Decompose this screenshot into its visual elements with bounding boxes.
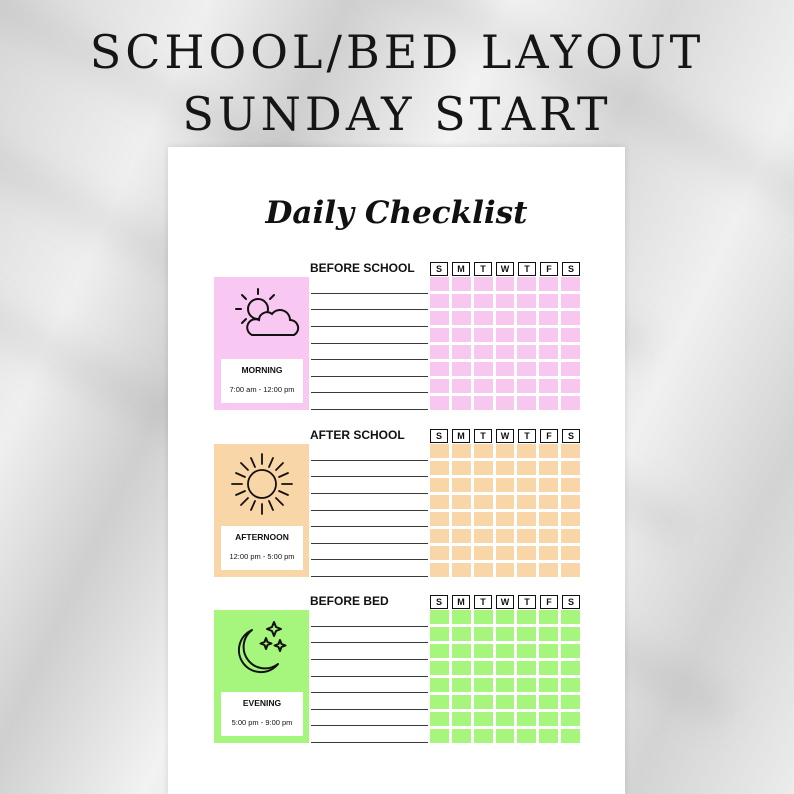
checkbox-cell[interactable] [496,712,515,726]
day-header: S [562,595,580,609]
checkbox-cell[interactable] [517,328,536,342]
section-title: AFTER SCHOOL [310,428,405,442]
icon-box [214,444,309,577]
checkbox-cell[interactable] [430,277,449,291]
section-title: BEFORE SCHOOL [310,261,415,275]
task-line[interactable] [311,343,428,344]
task-line[interactable] [311,742,428,743]
checkbox-cell[interactable] [430,362,449,376]
checkbox-cell[interactable] [474,678,493,692]
checkbox-cell[interactable] [452,644,471,658]
checkbox-cell[interactable] [539,461,558,475]
checkbox-cell[interactable] [474,478,493,492]
checkbox-cell[interactable] [561,563,580,577]
label-card [221,359,303,403]
checkbox-cell[interactable] [561,311,580,325]
checkbox-cell[interactable] [452,563,471,577]
checkbox-cell[interactable] [496,512,515,526]
heading-line-1: SCHOOL/BED LAYOUT [89,25,705,79]
checkbox-cell[interactable] [517,277,536,291]
checkbox-cell[interactable] [452,729,471,743]
day-headers [430,262,584,276]
checkbox-cell[interactable] [452,546,471,560]
checkbox-cell[interactable] [452,294,471,308]
checkbox-cell[interactable] [430,444,449,458]
checkbox-cell[interactable] [474,695,493,709]
checkbox-cell[interactable] [452,495,471,509]
day-header: W [496,429,514,443]
checkbox-cell[interactable] [474,661,493,675]
heading-line-2: SUNDAY START [182,87,612,141]
section-evening [214,594,580,747]
checkbox-cell[interactable] [430,495,449,509]
checkbox-cell[interactable] [474,444,493,458]
checkbox-cell[interactable] [474,712,493,726]
checkbox-cell[interactable] [474,563,493,577]
checkbox-cell[interactable] [561,379,580,393]
checkbox-cell[interactable] [561,328,580,342]
task-line[interactable] [311,376,428,377]
task-line[interactable] [311,543,428,544]
checkbox-cell[interactable] [496,729,515,743]
day-header: S [430,262,448,276]
checkbox-cell[interactable] [452,627,471,641]
checkbox-cell[interactable] [496,311,515,325]
task-line[interactable] [311,559,428,560]
checkbox-cell[interactable] [539,563,558,577]
checkbox-cell[interactable] [452,712,471,726]
section-name: AFTERNOON [235,532,289,542]
checkbox-cell[interactable] [517,478,536,492]
day-header: S [562,262,580,276]
day-header: M [452,595,470,609]
checkbox-grid [430,444,580,577]
day-header: S [430,429,448,443]
checkbox-cell[interactable] [474,379,493,393]
task-line[interactable] [311,493,428,494]
checkbox-cell[interactable] [539,712,558,726]
checkbox-cell[interactable] [474,362,493,376]
checkbox-cell[interactable] [539,627,558,641]
checkbox-cell[interactable] [474,311,493,325]
checkbox-cell[interactable] [474,396,493,410]
checkbox-cell[interactable] [474,729,493,743]
checkbox-cell[interactable] [517,529,536,543]
checkbox-cell[interactable] [496,563,515,577]
day-header: F [540,429,558,443]
checkbox-cell[interactable] [561,495,580,509]
task-line[interactable] [311,676,428,677]
checkbox-cell[interactable] [496,610,515,624]
checkbox-cell[interactable] [496,478,515,492]
checkbox-cell[interactable] [452,311,471,325]
checkbox-cell[interactable] [561,294,580,308]
checkbox-cell[interactable] [517,444,536,458]
day-header: T [474,262,492,276]
checkbox-cell[interactable] [561,729,580,743]
checkbox-cell[interactable] [561,627,580,641]
checkbox-cell[interactable] [474,627,493,641]
checkbox-cell[interactable] [539,695,558,709]
checkbox-cell[interactable] [430,311,449,325]
checkbox-cell[interactable] [452,362,471,376]
checkbox-cell[interactable] [452,610,471,624]
task-lines [311,610,428,743]
checkbox-cell[interactable] [474,529,493,543]
section-title: BEFORE BED [310,594,389,608]
checkbox-cell[interactable] [561,396,580,410]
checkbox-cell[interactable] [517,546,536,560]
checkbox-cell[interactable] [474,644,493,658]
checkbox-cell[interactable] [561,345,580,359]
checkbox-cell[interactable] [452,444,471,458]
section-name: EVENING [242,698,282,708]
checkbox-cell[interactable] [430,379,449,393]
checkbox-cell[interactable] [496,678,515,692]
checkbox-cell[interactable] [561,678,580,692]
day-header: F [540,595,558,609]
day-header: T [518,429,536,443]
task-line[interactable] [311,392,428,393]
task-line[interactable] [311,510,428,511]
checkbox-cell[interactable] [496,396,515,410]
day-headers [430,429,584,443]
checklist-sheet [168,147,625,794]
checkbox-cell[interactable] [430,512,449,526]
label-card [221,526,303,570]
checkbox-cell[interactable] [496,529,515,543]
day-header: T [518,595,536,609]
checkbox-cell[interactable] [539,444,558,458]
checkbox-cell[interactable] [561,610,580,624]
checkbox-cell[interactable] [452,328,471,342]
checkbox-cell[interactable] [561,444,580,458]
checkbox-cell[interactable] [452,461,471,475]
sun-icon [222,450,302,516]
checkbox-cell[interactable] [452,478,471,492]
checkbox-cell[interactable] [561,644,580,658]
day-header: T [518,262,536,276]
checkbox-cell[interactable] [452,345,471,359]
checkbox-cell[interactable] [561,478,580,492]
task-line[interactable] [311,659,428,660]
checkbox-cell[interactable] [430,610,449,624]
checkbox-cell[interactable] [430,627,449,641]
icon-box [214,610,309,743]
checkbox-cell[interactable] [452,678,471,692]
day-header: W [496,262,514,276]
task-lines [311,444,428,577]
checkbox-cell[interactable] [430,396,449,410]
checkbox-cell[interactable] [496,345,515,359]
task-line[interactable] [311,642,428,643]
checkbox-cell[interactable] [539,729,558,743]
task-line[interactable] [311,626,428,627]
checkbox-cell[interactable] [539,277,558,291]
checkbox-cell[interactable] [474,294,493,308]
checkbox-cell[interactable] [474,546,493,560]
checkbox-cell[interactable] [430,478,449,492]
checkbox-cell[interactable] [452,529,471,543]
checkbox-cell[interactable] [517,311,536,325]
task-lines [311,277,428,410]
checkbox-cell[interactable] [539,478,558,492]
task-line[interactable] [311,409,428,410]
checkbox-cell[interactable] [517,661,536,675]
checkbox-cell[interactable] [496,627,515,641]
moon-stars-icon [222,616,302,682]
task-line[interactable] [311,576,428,577]
task-line[interactable] [311,326,428,327]
checkbox-cell[interactable] [430,328,449,342]
checkbox-cell[interactable] [517,729,536,743]
checkbox-cell[interactable] [430,644,449,658]
checkbox-cell[interactable] [561,546,580,560]
checkbox-cell[interactable] [474,277,493,291]
checkbox-cell[interactable] [452,661,471,675]
checkbox-cell[interactable] [517,712,536,726]
checkbox-cell[interactable] [539,328,558,342]
checkbox-cell[interactable] [539,362,558,376]
checkbox-cell[interactable] [517,345,536,359]
checkbox-cell[interactable] [452,396,471,410]
section-morning [214,261,580,414]
checkbox-cell[interactable] [517,396,536,410]
day-header: M [452,429,470,443]
task-line[interactable] [311,725,428,726]
task-line[interactable] [311,526,428,527]
section-time: 5:00 pm - 9:00 pm [231,718,293,727]
checkbox-cell[interactable] [517,461,536,475]
day-header: S [430,595,448,609]
checkbox-cell[interactable] [474,345,493,359]
checkbox-cell[interactable] [496,695,515,709]
checkbox-cell[interactable] [517,294,536,308]
checkbox-cell[interactable] [430,678,449,692]
checkbox-cell[interactable] [496,379,515,393]
checkbox-cell[interactable] [561,277,580,291]
task-line[interactable] [311,460,428,461]
checkbox-cell[interactable] [496,362,515,376]
checkbox-cell[interactable] [430,661,449,675]
checkbox-cell[interactable] [496,277,515,291]
page-title: Daily Checklist [265,195,528,231]
checkbox-grid [430,277,580,410]
checkbox-grid [430,610,580,743]
task-line[interactable] [311,692,428,693]
checkbox-cell[interactable] [517,379,536,393]
checkbox-cell[interactable] [474,610,493,624]
checkbox-cell[interactable] [561,512,580,526]
checkbox-cell[interactable] [496,444,515,458]
checkbox-cell[interactable] [517,695,536,709]
checkbox-cell[interactable] [539,610,558,624]
checkbox-cell[interactable] [517,644,536,658]
checkbox-cell[interactable] [539,396,558,410]
checkbox-cell[interactable] [452,379,471,393]
checkbox-cell[interactable] [496,461,515,475]
section-time: 12:00 pm - 5:00 pm [229,552,295,561]
sun-cloud-icon [222,283,302,347]
section-afternoon [214,428,580,581]
checkbox-cell[interactable] [474,461,493,475]
checkbox-cell[interactable] [539,512,558,526]
checkbox-cell[interactable] [517,627,536,641]
checkbox-cell[interactable] [496,546,515,560]
checkbox-cell[interactable] [474,495,493,509]
checkbox-cell[interactable] [430,345,449,359]
checkbox-cell[interactable] [496,644,515,658]
checkbox-cell[interactable] [452,512,471,526]
task-line[interactable] [311,709,428,710]
label-card [221,692,303,736]
checkbox-cell[interactable] [561,461,580,475]
checkbox-cell[interactable] [430,546,449,560]
checkbox-cell[interactable] [496,328,515,342]
task-line[interactable] [311,359,428,360]
checkbox-cell[interactable] [539,495,558,509]
day-header: W [496,595,514,609]
checkbox-cell[interactable] [539,546,558,560]
checkbox-cell[interactable] [496,495,515,509]
checkbox-cell[interactable] [539,294,558,308]
day-header: F [540,262,558,276]
checkbox-cell[interactable] [517,563,536,577]
checkbox-cell[interactable] [561,362,580,376]
checkbox-cell[interactable] [561,712,580,726]
checkbox-cell[interactable] [430,712,449,726]
day-header: M [452,262,470,276]
day-headers [430,595,584,609]
task-line[interactable] [311,293,428,294]
task-line[interactable] [311,309,428,310]
checkbox-cell[interactable] [452,277,471,291]
checkbox-cell[interactable] [452,695,471,709]
checkbox-cell[interactable] [539,379,558,393]
day-header: T [474,429,492,443]
section-time: 7:00 am - 12:00 pm [229,385,295,394]
checkbox-cell[interactable] [430,294,449,308]
day-header: T [474,595,492,609]
checkbox-cell[interactable] [517,362,536,376]
checkbox-cell[interactable] [539,644,558,658]
checkbox-cell[interactable] [496,661,515,675]
checkbox-cell[interactable] [430,563,449,577]
checkbox-cell[interactable] [430,461,449,475]
checkbox-cell[interactable] [474,512,493,526]
checkbox-cell[interactable] [561,529,580,543]
checkbox-cell[interactable] [517,512,536,526]
checkbox-cell[interactable] [561,695,580,709]
checkbox-cell[interactable] [517,495,536,509]
checkbox-cell[interactable] [539,529,558,543]
checkbox-cell[interactable] [517,678,536,692]
checkbox-cell[interactable] [430,695,449,709]
task-line[interactable] [311,476,428,477]
checkbox-cell[interactable] [430,729,449,743]
checkbox-cell[interactable] [539,678,558,692]
day-header: S [562,429,580,443]
checkbox-cell[interactable] [539,311,558,325]
checkbox-cell[interactable] [517,610,536,624]
checkbox-cell[interactable] [539,661,558,675]
checkbox-cell[interactable] [496,294,515,308]
section-name: MORNING [241,365,283,375]
checkbox-cell[interactable] [539,345,558,359]
checkbox-cell[interactable] [474,328,493,342]
icon-box [214,277,309,410]
checkbox-cell[interactable] [561,661,580,675]
checkbox-cell[interactable] [430,529,449,543]
